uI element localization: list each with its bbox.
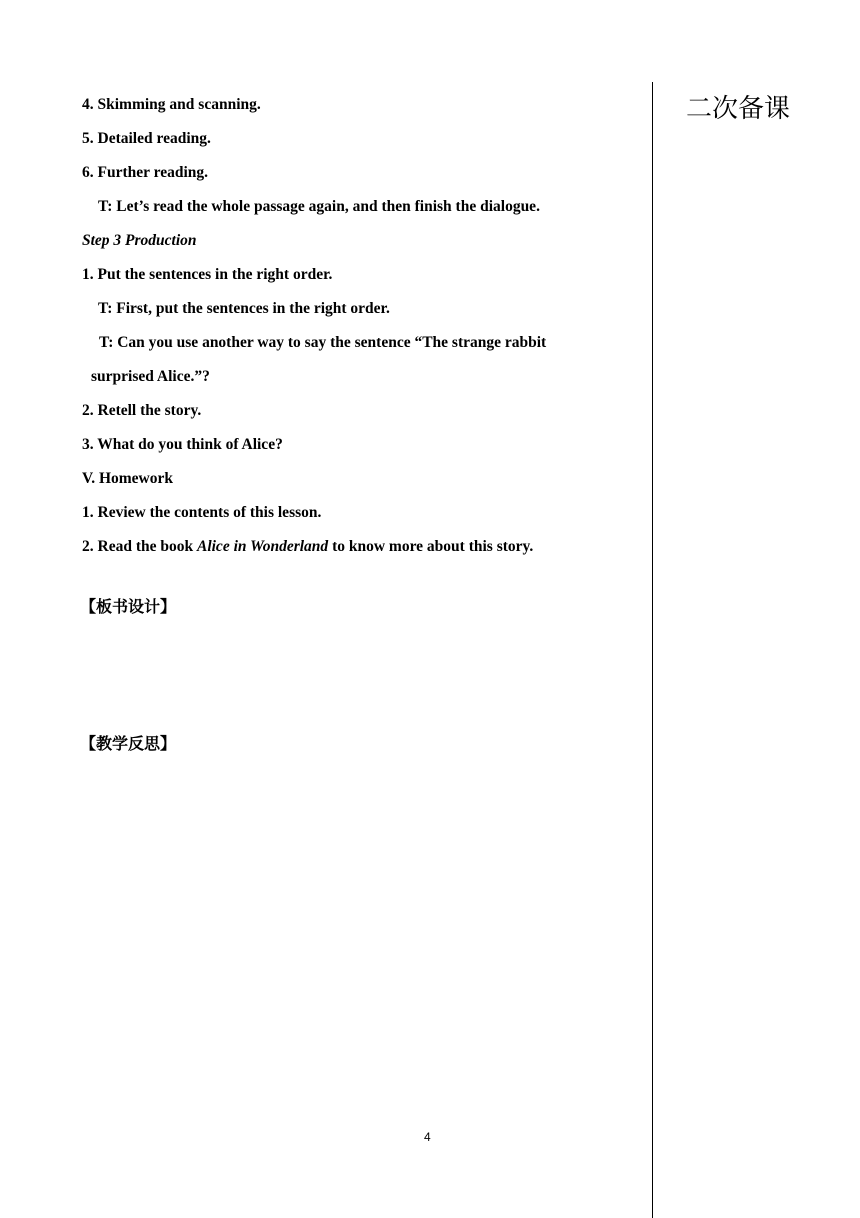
homework-heading: V. Homework — [82, 470, 173, 487]
step-heading-production: Step 3 Production — [82, 232, 197, 249]
homework-item-review: 1. Review the contents of this lesson. — [82, 504, 322, 521]
reflection-heading: 【教学反思】 — [80, 734, 177, 753]
sidebar-title: 二次备课 — [686, 94, 791, 124]
lesson-line-retell: 2. Retell the story. — [82, 402, 202, 419]
lesson-line-teacher-dialogue: T: Let’s read the whole passage again, and then finish the dialogue. — [98, 198, 540, 215]
homework-read-prefix: 2. Read the book — [82, 538, 197, 555]
lesson-line-skimming: 4. Skimming and scanning. — [82, 96, 261, 113]
homework-item-read-book — [82, 530, 642, 564]
lesson-content — [82, 88, 642, 564]
board-design-heading: 【板书设计】 — [80, 597, 177, 616]
lesson-line-further-reading: 6. Further reading. — [82, 164, 209, 181]
lesson-line-put-sentences: 1. Put the sentences in the right order. — [82, 266, 333, 283]
homework-read-suffix: to know more about this story. — [328, 538, 534, 555]
lesson-line-detailed-reading: 5. Detailed reading. — [82, 130, 211, 147]
lesson-line-teacher-first: T: First, put the sentences in the right order. — [98, 300, 390, 317]
lesson-line-think-alice: 3. What do you think of Alice? — [82, 436, 283, 453]
lesson-line-surprised-alice: surprised Alice.”? — [91, 368, 210, 385]
page-number: 4 — [424, 1130, 431, 1144]
column-divider — [652, 82, 653, 1218]
book-title: Alice in Wonderland — [196, 538, 329, 555]
lesson-line-teacher-another-way: T: Can you use another way to say the sentence “The strange rabbit — [99, 334, 547, 351]
